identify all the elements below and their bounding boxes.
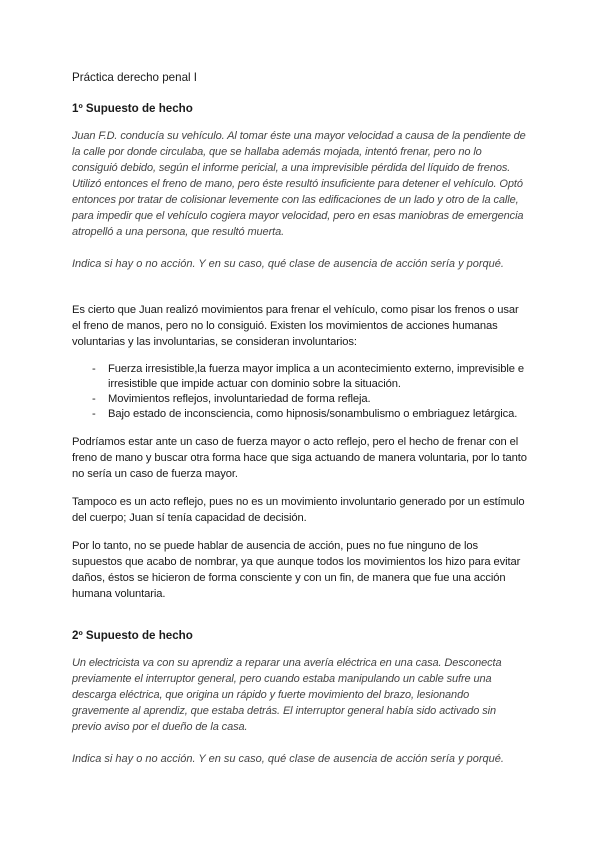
section-1-question: Indica si hay o no acción. Y en su caso, qué clase de ausencia de acción sería y porqué. <box>72 258 504 270</box>
section-1-paragraph-2: Podríamos estar ante un caso de fuerza mayor o acto reflejo, pero el hecho de frenar con el freno de mano y buscar otra forma hace que siga actuando de manera voluntaria, por lo tanto no sería un caso de fuerza mayor. <box>72 436 527 480</box>
list-bullet: - <box>92 408 96 420</box>
list-item <box>92 362 528 392</box>
section-2-heading: 2º Supuesto de hecho <box>72 629 193 642</box>
section-1-answer-intro: Es cierto que Juan realizó movimientos para frenar el vehículo, como pisar los frenos o usar el freno de manos, pero no lo consiguió. Existen los movimientos de acciones humanas voluntarias y las involuntarias, se consideran involuntarios: <box>72 304 519 348</box>
list-item-text: Bajo estado de inconsciencia, como hipnosis/sonambulismo o embriaguez letárgica. <box>108 408 518 420</box>
involuntary-movements-list <box>72 362 528 422</box>
list-item <box>92 392 528 407</box>
list-item <box>92 407 528 422</box>
list-item-text: Movimientos reflejos, involuntariedad de forma refleja. <box>108 393 371 405</box>
section-2-case-text: Un electricista va con su aprendiz a reparar una avería eléctrica en una casa. Desconecta previamente el interruptor general, pero cuando estaba manipulando un cable sufre una descarga eléctrica, que origina un rápido y fuerte movimiento del brazo, lesionando gravemente al aprendiz, que estaba detrás. El interruptor general había sido activado sin previo aviso por el dueño de la casa. <box>72 657 502 733</box>
section-spacer <box>72 614 528 628</box>
list-bullet: - <box>92 393 96 405</box>
document-title: Práctica derecho penal I <box>72 71 198 84</box>
section-1-paragraph-4: Por lo tanto, no se puede hablar de ausencia de acción, pues no fue ninguno de los supuestos que acabo de nombrar, ya que aunque todos los movimientos los hizo para evitar daños, éstos se hicieron de forma consciente y con un fin, de manera que fue una acción humana voluntaria. <box>72 540 521 600</box>
section-1-paragraph-3: Tampoco es un acto reflejo, pues no es un movimiento involuntario generado por un estímulo del cuerpo; Juan sí tenía capacidad de decisión. <box>72 496 525 524</box>
section-1-case-text: Juan F.D. conducía su vehículo. Al tomar éste una mayor velocidad a causa de la pendiente de la calle por donde circulaba, que se hallaba además mojada, intentó frenar, pero no lo consiguió debido, según el informe pericial, a una imprevisible pérdida del líquido de frenos. Utilizó entonces el freno de mano, pero éste resultó insuficiente para detener el vehículo. Optó entonces por tratar de colisionar levemente con las edificaciones de un lado y otro de la calle, para impedir que el vehículo cogiera mayor velocidad, pero en esas maniobras de emergencia atropelló a una persona, que resultó muerta. <box>72 130 526 238</box>
section-1-heading: 1º Supuesto de hecho <box>72 102 193 115</box>
list-bullet: - <box>92 363 96 375</box>
list-item-text: Fuerza irresistible,la fuerza mayor implica a un acontecimiento externo, imprevisible e irresistible que impide actuar con dominio sobre la situación. <box>108 363 524 390</box>
section-2-question: Indica si hay o no acción. Y en su caso, qué clase de ausencia de acción sería y porqué. <box>72 753 504 765</box>
